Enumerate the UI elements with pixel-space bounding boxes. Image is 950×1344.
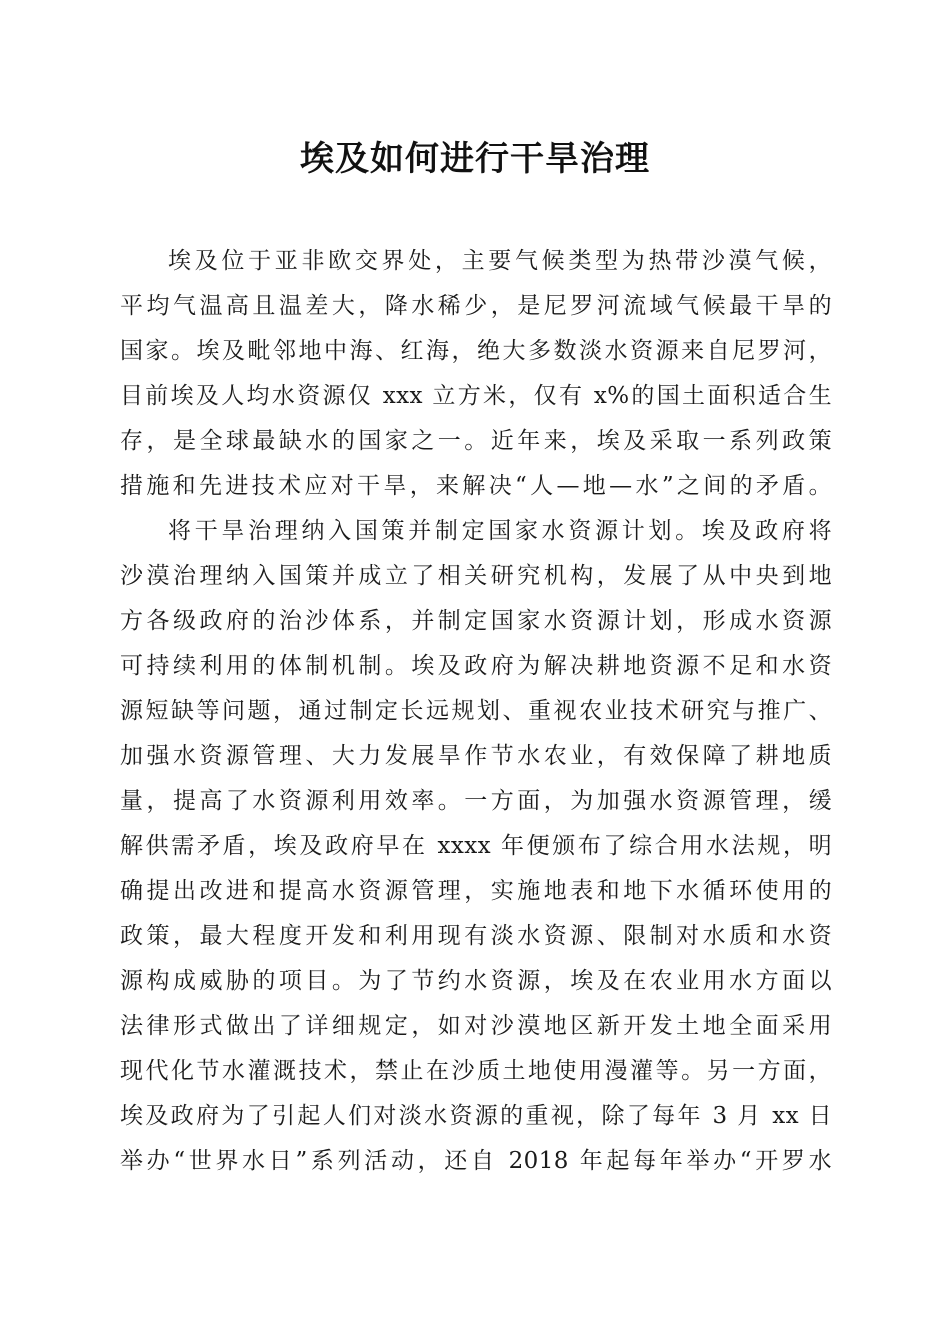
body-line: 加强水资源管理、大力发展旱作节水农业，有效保障了耕地质	[120, 743, 832, 769]
body-line: 沙漠治理纳入国策并成立了相关研究机构，发展了从中央到地	[120, 563, 832, 589]
body-line: 源构成威胁的项目。为了节约水资源，埃及在农业用水方面以	[120, 968, 832, 994]
document-title: 埃及如何进行干旱治理	[300, 139, 650, 179]
body-line: 将干旱治理纳入国策并制定国家水资源计划。埃及政府将	[168, 518, 832, 544]
body-line: 确提出改进和提高水资源管理，实施地表和地下水循环使用的	[120, 878, 832, 904]
body-line: 政策，最大程度开发和利用现有淡水资源、限制对水质和水资	[120, 923, 832, 949]
body-line: 举办“世界水日”系列活动，还自 2018 年起每年举办“开罗水	[120, 1148, 832, 1174]
body-line: 方各级政府的治沙体系，并制定国家水资源计划，形成水资源	[120, 608, 832, 634]
body-line: 存，是全球最缺水的国家之一。近年来，埃及采取一系列政策	[120, 428, 832, 454]
body-line: 国家。埃及毗邻地中海、红海，绝大多数淡水资源来自尼罗河，	[120, 338, 832, 364]
body-line: 现代化节水灌溉技术，禁止在沙质土地使用漫灌等。另一方面，	[120, 1058, 832, 1084]
body-line: 源短缺等问题，通过制定长远规划、重视农业技术研究与推广、	[120, 698, 832, 724]
body-line: 量，提高了水资源利用效率。一方面，为加强水资源管理，缓	[120, 788, 832, 814]
body-line: 平均气温高且温差大，降水稀少，是尼罗河流域气候最干旱的	[120, 293, 832, 319]
body-line: 可持续利用的体制机制。埃及政府为解决耕地资源不足和水资	[120, 653, 832, 679]
body-line: 埃及政府为了引起人们对淡水资源的重视，除了每年 3 月 xx 日	[120, 1103, 832, 1129]
body-line: 法律形式做出了详细规定，如对沙漠地区新开发土地全面采用	[120, 1013, 832, 1039]
body-line: 目前埃及人均水资源仅 xxx 立方米，仅有 x%的国土面积适合生	[120, 383, 832, 409]
body-line: 措施和先进技术应对干旱，来解决“人—地—水”之间的矛盾。	[120, 473, 832, 499]
body-line: 埃及位于亚非欧交界处，主要气候类型为热带沙漠气候，	[168, 248, 832, 274]
body-line: 解供需矛盾，埃及政府早在 xxxx 年便颁布了综合用水法规，明	[120, 833, 832, 859]
